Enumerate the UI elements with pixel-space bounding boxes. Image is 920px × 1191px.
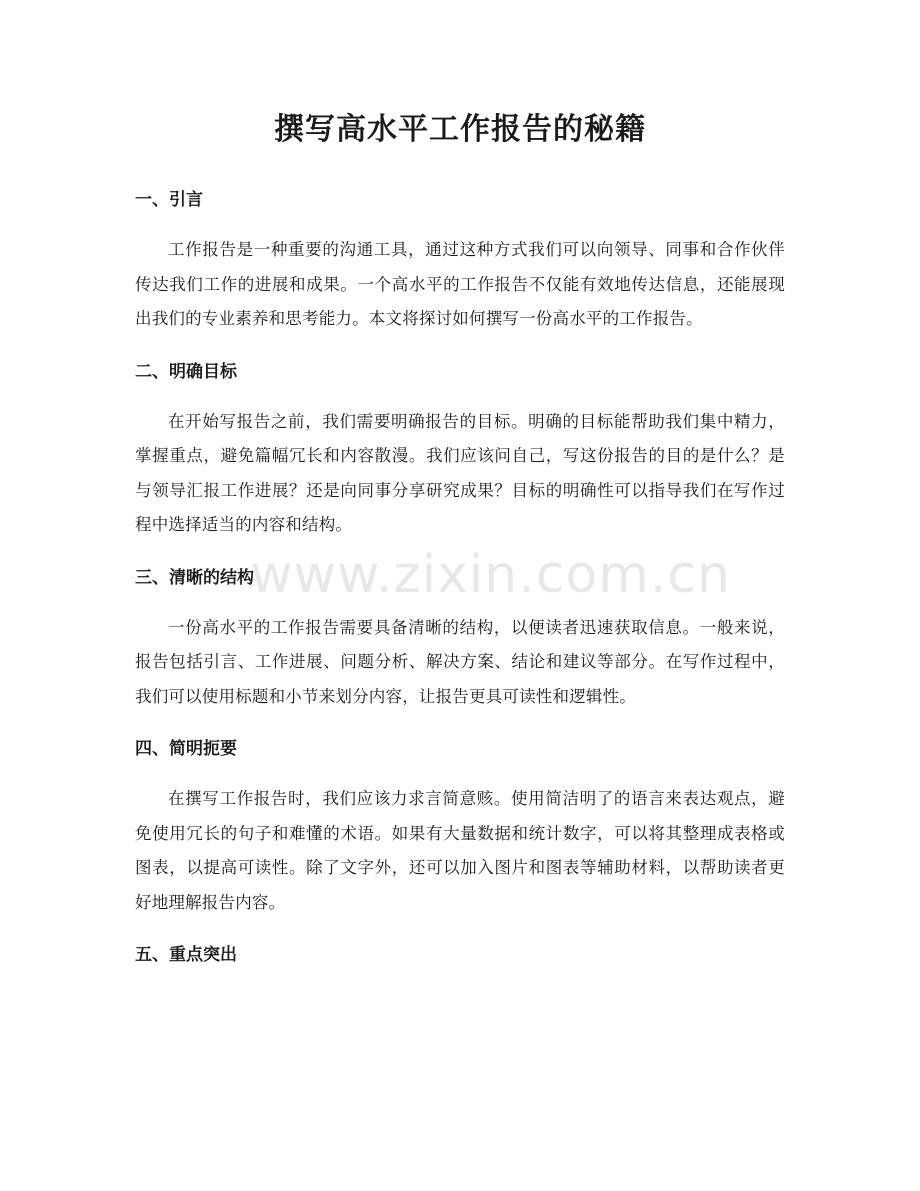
section-concise xyxy=(135,735,785,920)
section-heading: 五、重点突出 xyxy=(135,945,237,965)
section-heading: 三、清晰的结构 xyxy=(135,567,254,588)
section-heading: 一、引言 xyxy=(135,190,203,210)
section-clear-goal xyxy=(135,358,785,543)
section-paragraph: 一份高水平的工作报告需要具备清晰的结构，以便读者迅速获取信息。一般来说，报告包括引言、工作进展、问题分析、解决方案、结论和建议等部分。在写作过程中，我们可以使用标题和小节来划分内容，让报告更具可读性和逻辑性。 xyxy=(135,617,785,706)
section-clear-structure xyxy=(135,564,785,715)
section-paragraph: 在开始写报告之前，我们需要明确报告的目标。明确的目标能帮助我们集中精力，掌握重点，避免篇幅冗长和内容散漫。我们应该问自己，写这份报告的目的是什么？是与领导汇报工作进展？还是向同事分享研究成果？目标的明确性可以指导我们在写作过程中选择适当的内容和结构。 xyxy=(135,411,785,534)
section-introduction xyxy=(135,186,785,337)
section-paragraph: 在撰写工作报告时，我们应该力求言简意赅。使用简洁明了的语言来表达观点，避免使用冗长的句子和难懂的术语。如果有大量数据和统计数字，可以将其整理成表格或图表，以提高可读性。除了文字外，还可以加入图片和图表等辅助材料，以帮助读者更好地理解报告内容。 xyxy=(135,789,785,912)
section-highlight-key-points xyxy=(135,941,785,969)
section-heading: 四、简明扼要 xyxy=(135,739,237,759)
section-paragraph: 工作报告是一种重要的沟通工具，通过这种方式我们可以向领导、同事和合作伙伴传达我们工作的进展和成果。一个高水平的工作报告不仅能有效地传达信息，还能展现出我们的专业素养和思考能力。本文将探讨如何撰写一份高水平的工作报告。 xyxy=(135,240,785,328)
document-title: 撰写高水平工作报告的秘籍 xyxy=(274,112,646,147)
section-heading: 二、明确目标 xyxy=(135,361,237,382)
watermark: www.zixin.com.cn xyxy=(250,545,731,605)
